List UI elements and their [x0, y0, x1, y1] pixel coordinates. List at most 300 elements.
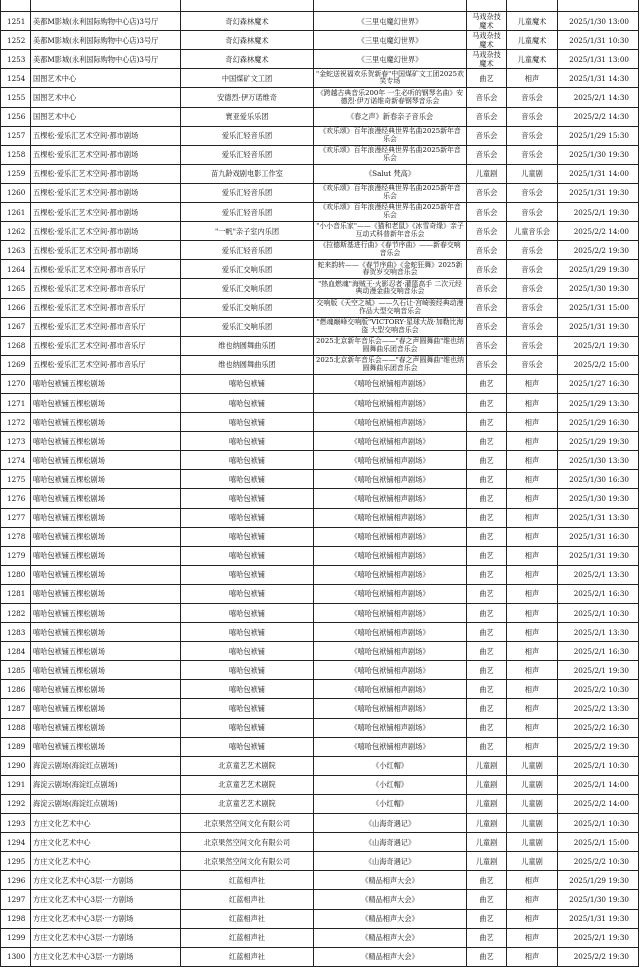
organizer-cell: 嘻哈包袱铺 [181, 737, 314, 756]
organizer-cell: 爱乐汇交响乐团 [181, 260, 314, 279]
category-cell: 马戏杂技魔术 [467, 50, 507, 69]
row-number: 1254 [1, 69, 31, 88]
category-cell: 曲艺 [467, 584, 507, 603]
program-title-cell: 《嘻哈包袱铺相声剧场》 [314, 508, 467, 527]
program-title-cell: 《精品相声大会》 [314, 890, 467, 909]
category-cell: 马戏杂技魔术 [467, 31, 507, 50]
subtype-cell: 相声 [507, 451, 558, 470]
table-row [1, 298, 639, 317]
venue-cell: 嘻哈包袱铺五棵松剧场 [31, 470, 181, 489]
subtype-cell: 相声 [507, 565, 558, 584]
subtype-cell: 相声 [507, 432, 558, 451]
program-title-cell: 2025北京新年音乐会——"春之声圆舞曲"维也纳圆舞曲乐团音乐会 [314, 336, 467, 355]
datetime-cell: 2025/1/30 19:30 [558, 279, 639, 298]
category-cell: 曲艺 [467, 470, 507, 489]
row-number: 1298 [1, 909, 31, 928]
table-row [1, 928, 639, 947]
program-title-cell: 《嘻哈包袱铺相声剧场》 [314, 737, 467, 756]
program-title-cell: 《嘻哈包袱铺相声剧场》 [314, 718, 467, 737]
row-number: 1268 [1, 336, 31, 355]
subtype-cell: 相声 [507, 680, 558, 699]
table-row [1, 699, 639, 718]
subtype-cell: 音乐会 [507, 107, 558, 126]
datetime-cell: 2025/2/1 15:00 [558, 833, 639, 852]
program-title-cell: 《山海奇遇记》 [314, 814, 467, 833]
category-cell: 曲艺 [467, 413, 507, 432]
subtype-cell: 儿童剧 [507, 775, 558, 794]
table-row [1, 317, 639, 336]
datetime-cell: 2025/2/2 14:30 [558, 107, 639, 126]
organizer-cell: 爱乐汇交响乐团 [181, 317, 314, 336]
program-title-cell: 《三里屯魔幻世界》 [314, 31, 467, 50]
table-row [1, 393, 639, 412]
organizer-cell: 安德烈·伊万诺维奇 [181, 88, 314, 107]
row-number: 1261 [1, 203, 31, 222]
subtype-cell: 相声 [507, 890, 558, 909]
table-row [1, 661, 639, 680]
table-row [1, 489, 639, 508]
organizer-cell: 爱乐汇轻音乐团 [181, 241, 314, 260]
program-title-cell: 《嘻哈包袱铺相声剧场》 [314, 699, 467, 718]
program-title-cell: 《小红帽》 [314, 756, 467, 775]
organizer-cell: 嘻哈包袱铺 [181, 374, 314, 393]
category-cell: 曲艺 [467, 737, 507, 756]
category-cell: 曲艺 [467, 393, 507, 412]
category-cell: 儿童剧 [467, 164, 507, 183]
category-cell: 音乐会 [467, 260, 507, 279]
table-row [1, 241, 639, 260]
datetime-cell: 2025/2/1 19:30 [558, 203, 639, 222]
category-cell: 曲艺 [467, 527, 507, 546]
category-cell: 儿童剧 [467, 833, 507, 852]
subtype-cell: 相声 [507, 393, 558, 412]
row-number: 1273 [1, 432, 31, 451]
subtype-cell: 相声 [507, 661, 558, 680]
venue-cell: 五棵松·爱乐汇艺术空间·都市音乐厅 [31, 260, 181, 279]
organizer-cell: 嘻哈包袱铺 [181, 413, 314, 432]
row-number: 1294 [1, 833, 31, 852]
organizer-cell: 奇幻森林魔术 [181, 50, 314, 69]
table-row [1, 775, 639, 794]
subtype-cell: 相声 [507, 489, 558, 508]
venue-cell: 五棵松·爱乐汇艺术空间·都市剧场 [31, 145, 181, 164]
venue-cell: 方庄文化艺术中心 [31, 833, 181, 852]
datetime-cell: 2025/2/1 10:30 [558, 604, 639, 623]
venue-cell: 嘻哈包袱铺五棵松剧场 [31, 527, 181, 546]
table-row [1, 642, 639, 661]
datetime-cell: 2025/1/31 14:00 [558, 164, 639, 183]
subtype-cell: 音乐会 [507, 260, 558, 279]
datetime-cell: 2025/1/29 19:30 [558, 871, 639, 890]
row-number: 1284 [1, 642, 31, 661]
datetime-cell: 2025/2/2 19:30 [558, 241, 639, 260]
row-number: 1275 [1, 470, 31, 489]
row-number: 1265 [1, 279, 31, 298]
program-title-cell: 《嘻哈包袱铺相声剧场》 [314, 451, 467, 470]
venue-cell: 五棵松·爱乐汇艺术空间·都市剧场 [31, 183, 181, 202]
program-title-cell: 《嘻哈包袱铺相声剧场》 [314, 680, 467, 699]
table-row [1, 890, 639, 909]
table-row [1, 947, 639, 966]
datetime-cell: 2025/1/31 15:00 [558, 298, 639, 317]
row-number: 1257 [1, 126, 31, 145]
organizer-cell: 嘻哈包袱铺 [181, 451, 314, 470]
program-title-cell: 《嘻哈包袱铺相声剧场》 [314, 374, 467, 393]
organizer-cell: 嘻哈包袱铺 [181, 565, 314, 584]
venue-cell: 嘻哈包袱铺五棵松剧场 [31, 451, 181, 470]
subtype-cell: 相声 [507, 871, 558, 890]
category-cell: 音乐会 [467, 107, 507, 126]
venue-cell: 嘻哈包袱铺五棵松剧场 [31, 546, 181, 565]
datetime-cell: 2025/1/30 19:30 [558, 890, 639, 909]
organizer-cell: 北京童艺艺术剧院 [181, 775, 314, 794]
subtype-cell: 相声 [507, 584, 558, 603]
row-number: 1287 [1, 699, 31, 718]
venue-cell: 方庄文化艺术中心3层·一方剧场 [31, 947, 181, 966]
subtype-cell: 音乐会 [507, 88, 558, 107]
datetime-cell: 2025/1/27 16:30 [558, 374, 639, 393]
row-number: 1299 [1, 928, 31, 947]
program-title-cell: "热血燃魂"海贼王·火影忍者·灌篮高手 二次元经典动漫金曲交响音乐会 [314, 279, 467, 298]
organizer-cell: 嘻哈包袱铺 [181, 470, 314, 489]
table-row [1, 126, 639, 145]
program-title-cell: 《欢乐颂》百年浪漫经典世界名曲2025新年音乐会 [314, 183, 467, 202]
datetime-cell: 2025/2/2 19:30 [558, 737, 639, 756]
row-number: 1288 [1, 718, 31, 737]
row-number: 1296 [1, 871, 31, 890]
row-number: 1255 [1, 88, 31, 107]
table-row [1, 432, 639, 451]
program-title-cell: 交响版《天空之城》——久石让·宫崎骏经典动漫作品大型交响音乐会 [314, 298, 467, 317]
subtype-cell: 相声 [507, 374, 558, 393]
subtype-cell: 儿童魔术 [507, 31, 558, 50]
venue-cell: 海淀云剧场(海淀红点剧场) [31, 775, 181, 794]
subtype-cell: 相声 [507, 470, 558, 489]
datetime-cell: 2025/1/31 19:30 [558, 317, 639, 336]
program-title-cell: 《欢乐颂》百年浪漫经典世界名曲2025新年音乐会 [314, 145, 467, 164]
datetime-cell: 2025/1/31 16:30 [558, 527, 639, 546]
row-number: 1253 [1, 50, 31, 69]
program-title-cell: "金蛇送祝福欢乐贺新春"中国煤矿文工团2025欢笑专场 [314, 69, 467, 88]
program-title-cell: 《春之声》新春亲子音乐会 [314, 107, 467, 126]
datetime-cell: 2025/2/2 15:00 [558, 355, 639, 374]
organizer-cell: 维也纳圆舞曲乐团 [181, 336, 314, 355]
program-title-cell [314, 0, 467, 12]
table-row [1, 203, 639, 222]
subtype-cell: 儿童剧 [507, 756, 558, 775]
category-cell: 曲艺 [467, 890, 507, 909]
venue-cell: 方庄文化艺术中心3层·一方剧场 [31, 871, 181, 890]
row-number: 1270 [1, 374, 31, 393]
table-row [1, 69, 639, 88]
venue-cell: 美都M影城(永利国际购物中心店)3号厅 [31, 31, 181, 50]
category-cell: 儿童剧 [467, 775, 507, 794]
row-number: 1272 [1, 413, 31, 432]
organizer-cell [181, 0, 314, 12]
category-cell [467, 0, 507, 12]
datetime-cell: 2025/1/29 19:30 [558, 260, 639, 279]
table-row [1, 31, 639, 50]
category-cell: 曲艺 [467, 604, 507, 623]
program-title-cell: 《欢乐颂》百年浪漫经典世界名曲2025新年音乐会 [314, 126, 467, 145]
subtype-cell: 儿童魔术 [507, 12, 558, 31]
venue-cell: 方庄文化艺术中心3层·一方剧场 [31, 928, 181, 947]
category-cell: 曲艺 [467, 928, 507, 947]
row-number: 1295 [1, 852, 31, 871]
venue-cell: 嘻哈包袱铺五棵松剧场 [31, 604, 181, 623]
category-cell: 音乐会 [467, 203, 507, 222]
datetime-cell: 2025/1/31 14:30 [558, 69, 639, 88]
category-cell: 曲艺 [467, 680, 507, 699]
row-number: 1282 [1, 604, 31, 623]
row-number: 1264 [1, 260, 31, 279]
subtype-cell: 音乐会 [507, 355, 558, 374]
venue-cell: 五棵松·爱乐汇艺术空间·都市剧场 [31, 126, 181, 145]
organizer-cell: 奇幻森林魔术 [181, 12, 314, 31]
venue-cell: 嘻哈包袱铺五棵松剧场 [31, 680, 181, 699]
table-row [1, 794, 639, 813]
venue-cell: 方庄文化艺术中心 [31, 814, 181, 833]
program-title-cell: 《嘻哈包袱铺相声剧场》 [314, 584, 467, 603]
venue-cell: 国图艺术中心 [31, 107, 181, 126]
subtype-cell: 音乐会 [507, 298, 558, 317]
datetime-cell: 2025/2/2 16:30 [558, 718, 639, 737]
subtype-cell: 相声 [507, 527, 558, 546]
table-row [1, 604, 639, 623]
venue-cell: 五棵松·爱乐汇艺术空间·都市剧场 [31, 222, 181, 241]
table-row [1, 279, 639, 298]
subtype-cell: 相声 [507, 947, 558, 966]
category-cell: 曲艺 [467, 508, 507, 527]
program-title-cell: 《嘻哈包袱铺相声剧场》 [314, 546, 467, 565]
organizer-cell: 北京童艺艺术剧院 [181, 794, 314, 813]
organizer-cell: 红蓝相声社 [181, 890, 314, 909]
row-number: 1262 [1, 222, 31, 241]
row-number: 1259 [1, 164, 31, 183]
datetime-cell: 2025/2/1 13:30 [558, 565, 639, 584]
subtype-cell: 儿童剧 [507, 833, 558, 852]
row-number: 1266 [1, 298, 31, 317]
table-row [1, 164, 639, 183]
row-number: 1271 [1, 393, 31, 412]
category-cell: 音乐会 [467, 355, 507, 374]
row-number: 1290 [1, 756, 31, 775]
organizer-cell: 北京果然空间文化有限公司 [181, 833, 314, 852]
organizer-cell: 嘻哈包袱铺 [181, 432, 314, 451]
table-row [1, 909, 639, 928]
organizer-cell: 苗九龄戏剧电影工作室 [181, 164, 314, 183]
row-number: 1286 [1, 680, 31, 699]
venue-cell: 嘻哈包袱铺五棵松剧场 [31, 642, 181, 661]
organizer-cell: 奇幻森林魔术 [181, 31, 314, 50]
table-row [1, 88, 639, 107]
table-row [1, 833, 639, 852]
datetime-cell: 2025/1/31 10:30 [558, 31, 639, 50]
venue-cell: 嘻哈包袱铺五棵松剧场 [31, 584, 181, 603]
table-row [1, 12, 639, 31]
row-number: 1297 [1, 890, 31, 909]
venue-cell: 美都M影城(永利国际购物中心店)3号厅 [31, 50, 181, 69]
schedule-table-body [1, 0, 639, 966]
program-title-cell: 《跨越古典音乐200年 一生必听的钢琴名曲》安德烈·伊万诺维奇新春钢琴音乐会 [314, 88, 467, 107]
row-number: 1281 [1, 584, 31, 603]
program-title-cell: 《拉德斯基进行曲》《春节序曲》——新春交响音乐会 [314, 241, 467, 260]
category-cell: 曲艺 [467, 909, 507, 928]
venue-cell: 海淀云剧场(海淀红点剧场) [31, 794, 181, 813]
organizer-cell: 嘻哈包袱铺 [181, 508, 314, 527]
table-row [1, 546, 639, 565]
subtype-cell: 相声 [507, 737, 558, 756]
table-row [1, 355, 639, 374]
subtype-cell: 相声 [507, 604, 558, 623]
table-row [1, 0, 639, 12]
row-number: 1263 [1, 241, 31, 260]
venue-cell: 五棵松·爱乐汇艺术空间·都市剧场 [31, 164, 181, 183]
category-cell: 曲艺 [467, 374, 507, 393]
row-number: 1252 [1, 31, 31, 50]
organizer-cell: "一帆"亲子室内乐团 [181, 222, 314, 241]
row-number: 1289 [1, 737, 31, 756]
category-cell: 音乐会 [467, 88, 507, 107]
subtype-cell [507, 0, 558, 12]
organizer-cell: 嘻哈包袱铺 [181, 642, 314, 661]
venue-cell: 嘻哈包袱铺五棵松剧场 [31, 432, 181, 451]
datetime-cell: 2025/1/30 19:30 [558, 489, 639, 508]
organizer-cell: 嘻哈包袱铺 [181, 680, 314, 699]
category-cell: 曲艺 [467, 451, 507, 470]
organizer-cell: 嘻哈包袱铺 [181, 718, 314, 737]
organizer-cell: 中国煤矿文工团 [181, 69, 314, 88]
program-title-cell: 《嘻哈包袱铺相声剧场》 [314, 661, 467, 680]
subtype-cell: 音乐会 [507, 336, 558, 355]
organizer-cell: 嘻哈包袱铺 [181, 604, 314, 623]
program-title-cell: 《精品相声大会》 [314, 909, 467, 928]
organizer-cell: 红蓝相声社 [181, 909, 314, 928]
table-row [1, 222, 639, 241]
organizer-cell: 嘻哈包袱铺 [181, 623, 314, 642]
table-row [1, 852, 639, 871]
program-title-cell: 《嘻哈包袱铺相声剧场》 [314, 565, 467, 584]
category-cell: 曲艺 [467, 947, 507, 966]
organizer-cell: 爱乐汇轻音乐团 [181, 183, 314, 202]
row-number: 1292 [1, 794, 31, 813]
table-row [1, 680, 639, 699]
datetime-cell: 2025/2/1 16:30 [558, 642, 639, 661]
datetime-cell: 2025/2/1 16:30 [558, 584, 639, 603]
table-row [1, 718, 639, 737]
venue-cell: 嘻哈包袱铺五棵松剧场 [31, 489, 181, 508]
subtype-cell: 儿童剧 [507, 814, 558, 833]
datetime-cell: 2025/1/30 13:30 [558, 451, 639, 470]
organizer-cell: 爱乐汇交响乐团 [181, 298, 314, 317]
row-number: 1285 [1, 661, 31, 680]
organizer-cell: 嘻哈包袱铺 [181, 527, 314, 546]
subtype-cell: 儿童剧 [507, 164, 558, 183]
subtype-cell: 音乐会 [507, 279, 558, 298]
program-title-cell: 《嘻哈包袱铺相声剧场》 [314, 527, 467, 546]
table-row [1, 737, 639, 756]
program-title-cell: 《山海奇遇记》 [314, 833, 467, 852]
venue-cell: 五棵松·爱乐汇艺术空间·都市音乐厅 [31, 336, 181, 355]
venue-cell: 嘻哈包袱铺五棵松剧场 [31, 718, 181, 737]
venue-cell: 方庄文化艺术中心3层·一方剧场 [31, 909, 181, 928]
category-cell: 马戏杂技魔术 [467, 12, 507, 31]
subtype-cell: 音乐会 [507, 126, 558, 145]
organizer-cell: 嘻哈包袱铺 [181, 661, 314, 680]
datetime-cell: 2025/1/29 13:30 [558, 393, 639, 412]
table-row [1, 336, 639, 355]
datetime-cell: 2025/2/1 19:30 [558, 928, 639, 947]
program-title-cell: 《嘻哈包袱铺相声剧场》 [314, 470, 467, 489]
row-number: 1276 [1, 489, 31, 508]
subtype-cell: 相声 [507, 928, 558, 947]
table-row [1, 623, 639, 642]
datetime-cell: 2025/2/1 10:30 [558, 756, 639, 775]
table-row [1, 145, 639, 164]
table-row [1, 107, 639, 126]
venue-cell: 五棵松·爱乐汇艺术空间·都市音乐厅 [31, 298, 181, 317]
organizer-cell: 北京果然空间文化有限公司 [181, 814, 314, 833]
datetime-cell: 2025/1/31 13:30 [558, 508, 639, 527]
program-title-cell: 《嘻哈包袱铺相声剧场》 [314, 623, 467, 642]
program-title-cell: 《嘻哈包袱铺相声剧场》 [314, 642, 467, 661]
datetime-cell: 2025/1/30 16:30 [558, 470, 639, 489]
organizer-cell: 红蓝相声社 [181, 871, 314, 890]
datetime-cell: 2025/1/31 19:30 [558, 183, 639, 202]
venue-cell: 国图艺术中心 [31, 69, 181, 88]
table-row [1, 756, 639, 775]
venue-cell: 嘻哈包袱铺五棵松剧场 [31, 393, 181, 412]
table-row [1, 50, 639, 69]
table-row [1, 374, 639, 393]
datetime-cell: 2025/2/2 10:30 [558, 680, 639, 699]
row-number: 1258 [1, 145, 31, 164]
subtype-cell: 相声 [507, 623, 558, 642]
venue-cell: 国图艺术中心 [31, 88, 181, 107]
venue-cell: 嘻哈包袱铺五棵松剧场 [31, 565, 181, 584]
program-title-cell: 蛇来韵转——《春节序曲》《金蛇狂舞》2025新春贺岁交响音乐会 [314, 260, 467, 279]
program-title-cell: 《小红帽》 [314, 794, 467, 813]
row-number: 1260 [1, 183, 31, 202]
datetime-cell: 2025/1/29 16:30 [558, 413, 639, 432]
program-title-cell: 《嘻哈包袱铺相声剧场》 [314, 413, 467, 432]
organizer-cell: 寰亚爱乐乐团 [181, 107, 314, 126]
category-cell: 音乐会 [467, 317, 507, 336]
subtype-cell: 音乐会 [507, 241, 558, 260]
datetime-cell: 2025/2/1 19:30 [558, 661, 639, 680]
category-cell: 儿童剧 [467, 756, 507, 775]
category-cell: 音乐会 [467, 298, 507, 317]
category-cell: 曲艺 [467, 69, 507, 88]
table-row [1, 871, 639, 890]
subtype-cell: 相声 [507, 642, 558, 661]
row-number: 1269 [1, 355, 31, 374]
row-number: 1274 [1, 451, 31, 470]
datetime-cell: 2025/2/1 14:00 [558, 775, 639, 794]
program-title-cell: 2025北京新年音乐会——"春之声圆舞曲"维也纳圆舞曲乐团音乐会 [314, 355, 467, 374]
venue-cell: 五棵松·爱乐汇艺术空间·都市音乐厅 [31, 279, 181, 298]
venue-cell: 五棵松·爱乐汇艺术空间·都市剧场 [31, 203, 181, 222]
venue-cell: 嘻哈包袱铺五棵松剧场 [31, 374, 181, 393]
datetime-cell: 2025/2/1 10:30 [558, 814, 639, 833]
venue-cell: 嘻哈包袱铺五棵松剧场 [31, 623, 181, 642]
subtype-cell: 儿童剧 [507, 852, 558, 871]
category-cell: 曲艺 [467, 661, 507, 680]
datetime-cell: 2025/1/31 19:30 [558, 546, 639, 565]
table-row [1, 451, 639, 470]
venue-cell: 方庄文化艺术中心 [31, 852, 181, 871]
program-title-cell: 《山海奇遇记》 [314, 852, 467, 871]
